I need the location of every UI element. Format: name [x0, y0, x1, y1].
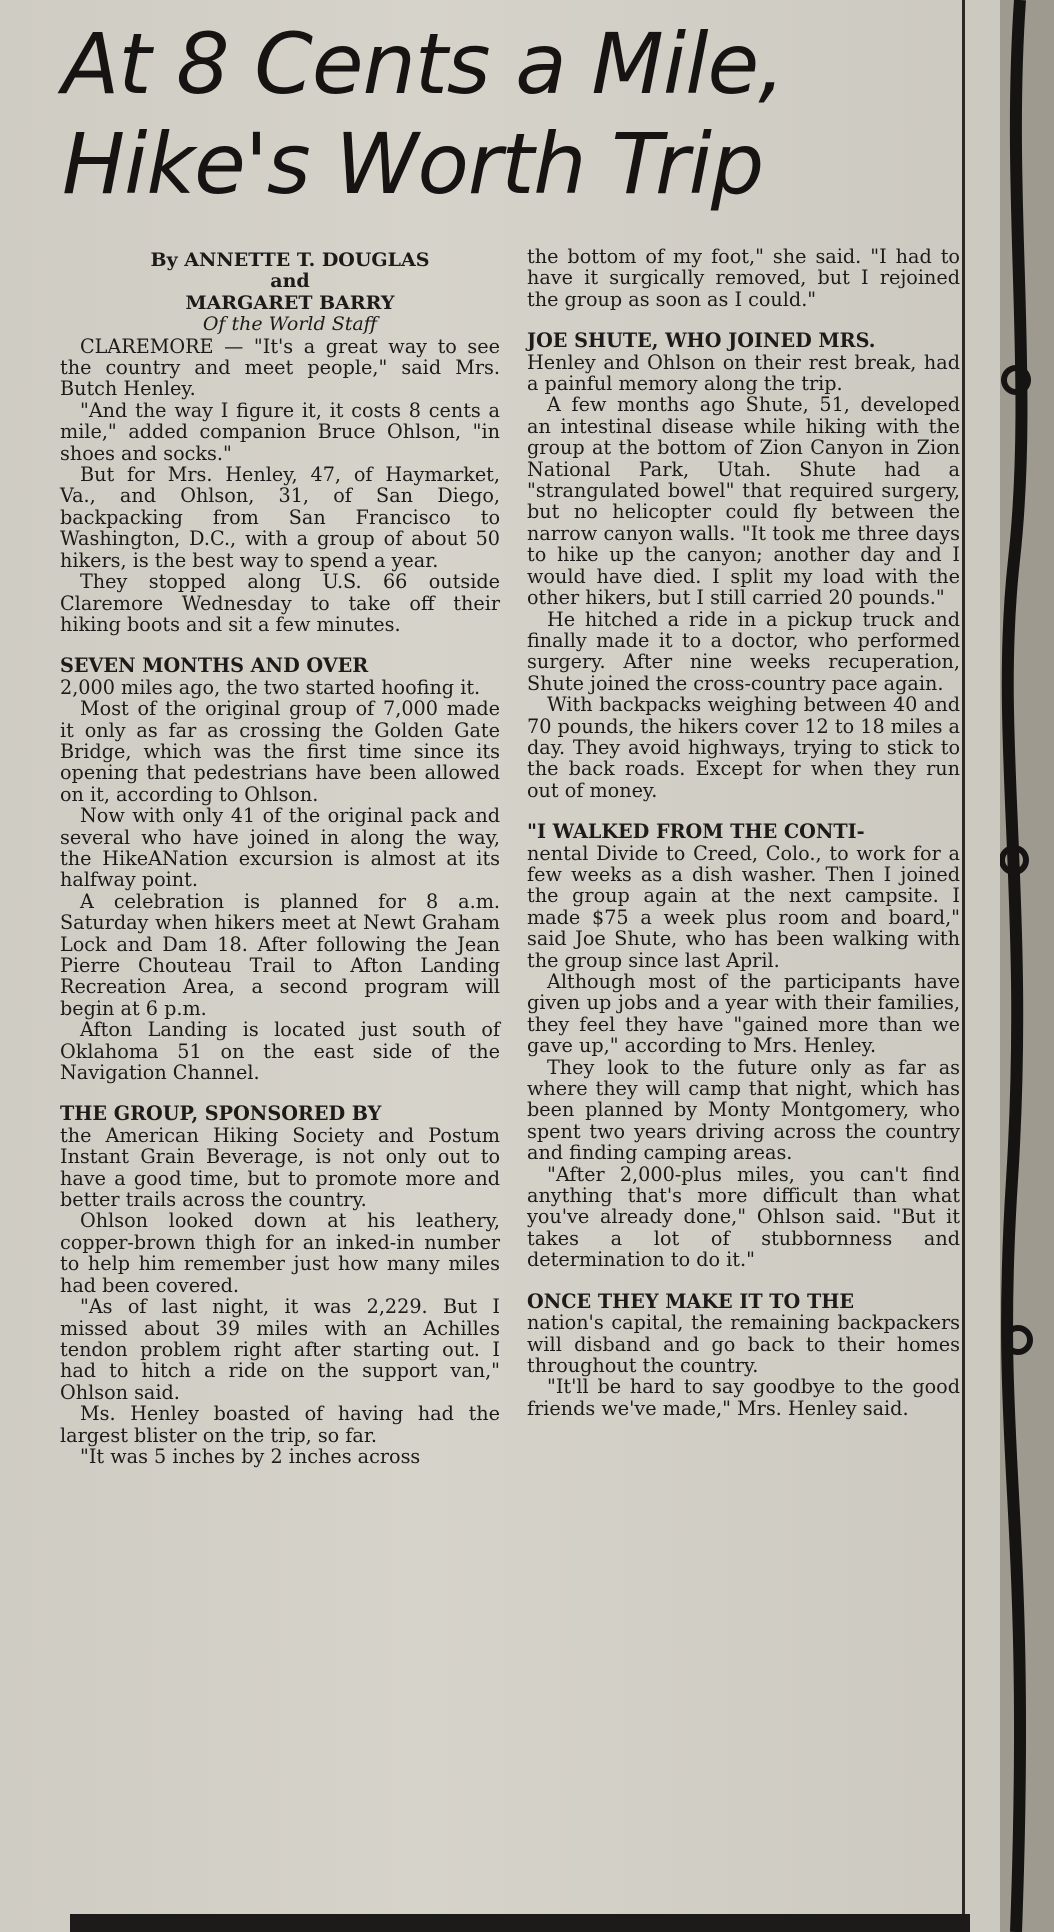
subhead: ONCE THEY MAKE IT TO THE: [527, 1289, 854, 1313]
subhead: "I WALKED FROM THE CONTI-: [527, 820, 865, 844]
column-rule: [962, 0, 965, 1932]
subhead: JOE SHUTE, WHO JOINED MRS.: [527, 329, 876, 353]
headline-line-1: At 8 Cents a Mile,: [62, 15, 784, 113]
paragraph: the American Hiking Society and Postum Instant Grain Beverage, is not only out to have a good time, but to promote more and better trails across the country.: [60, 1123, 500, 1212]
paragraph: They look to the future only as far as where they will camp that night, which has been planned by Monty Montgomery, who spent two years driving across the country and finding camping areas.: [527, 1055, 960, 1165]
paragraph: "As of last night, it was 2,229. But I missed about 39 miles with an Achilles tendon problem right after starting out. I had to hitch a ride on the support van," Ohlson said.: [60, 1295, 500, 1404]
article-column-2: [527, 246, 960, 1419]
paragraph: 2,000 miles ago, the two started hoofing it.: [60, 675, 481, 699]
paragraph: the bottom of my foot," she said. "I had to have it surgically removed, but I rejoined the group as soon as I could.": [527, 245, 960, 311]
paragraph: nental Divide to Creed, Colo., to work for a few weeks as a dish washer. Then I joined the group again at the next campsite. I made $75 a week plus room and board," said Joe Shute, who has been walking with the group since last April.: [527, 841, 960, 972]
article-column-1: [60, 250, 500, 1467]
bottom-rule: [70, 1914, 970, 1932]
paragraph: "And the way I figure it, it costs 8 cents a mile," added companion Bruce Ohlson, "in shoes and socks.": [60, 398, 500, 465]
paragraph: nation's capital, the remaining backpackers will disband and go back to their homes throughout the country.: [527, 1311, 960, 1377]
paragraph: They stopped along U.S. 66 outside Claremore Wednesday to take off their hiking boots and sit a few minutes.: [60, 570, 500, 636]
paragraph: Afton Landing is located just south of Oklahoma 51 on the east side of the Navigation Channel.: [60, 1018, 500, 1085]
paragraph: "It was 5 inches by 2 inches across: [80, 1444, 421, 1468]
byline-staff: Of the World Staff: [202, 313, 378, 336]
decorative-border-strip: [1000, 0, 1054, 1932]
paragraph: With backpacks weighing between 40 and 70 pounds, the hikers cover 12 to 18 miles a day. They avoid highways, trying to stick to the back roads. Except for when they run out of money.: [527, 693, 960, 802]
paragraph: CLAREMORE — "It's a great way to see the country and meet people," said Mrs. Butch Henley.: [60, 334, 500, 401]
paragraph: A few months ago Shute, 51, developed an intestinal disease while hiking with the group at the bottom of Zion Canyon in Zion National Park, Utah. Shute had a "strangulated bowel" that required surgery, but no helicopter could fly between the narrow canyon walls. "It took me three days to hike up the canyon; another day and I would have died. I split my load with the other hikers, but I still carried 20 pounds.": [527, 393, 960, 610]
paragraph: Most of the original group of 7,000 made it only as far as crossing the Golden Gate Bridge, which was the first time since its opening that pedestrians have been allowed on it, according to Ohlson.: [60, 697, 500, 806]
headline-line-2: Hike's Worth Trip: [62, 115, 764, 213]
paragraph: Ohlson looked down at his leathery, copper-brown thigh for an inked-in number to help him remember just how many miles had been covered.: [60, 1209, 500, 1297]
paragraph: But for Mrs. Henley, 47, of Haymarket, Va., and Ohlson, 31, of San Diego, backpacking from San Francisco to Washington, D.C., with a group of about 50 hikers, is the best way to spend a year.: [60, 463, 500, 572]
byline-and: and: [270, 270, 310, 293]
paragraph: "It'll be hard to say goodbye to the good friends we've made," Mrs. Henley said.: [527, 1375, 960, 1420]
paragraph: Although most of the participants have given up jobs and a year with their families, they feel they have "gained more than we gave up," according to Mrs. Henley.: [527, 970, 960, 1058]
headline: [62, 14, 962, 214]
paragraph: He hitched a ride in a pickup truck and finally made it to a doctor, who performed surgery. After nine weeks recuperation, Shute joined the cross-country pace again.: [527, 607, 960, 695]
subhead: SEVEN MONTHS AND OVER: [60, 654, 369, 678]
byline-author-1: By ANNETTE T. DOUGLAS: [150, 249, 430, 271]
paragraph: Ms. Henley boasted of having had the largest blister on the trip, so far.: [60, 1402, 500, 1447]
byline-author-2: MARGARET BARRY: [185, 291, 395, 314]
subhead: THE GROUP, SPONSORED BY: [60, 1102, 382, 1126]
paragraph: Now with only 41 of the original pack and several who have joined in along the way, the HikeANation excursion is almost at its halfway point.: [60, 804, 500, 892]
paragraph: A celebration is planned for 8 a.m. Saturday when hikers meet at Newt Graham Lock and Dam 18. After following the Jean Pierre Chouteau Trail to Afton Landing Recreation Area, a second program will begin at 6 p.m.: [60, 889, 500, 1020]
paragraph: Henley and Ohlson on their rest break, had a painful memory along the trip.: [527, 350, 960, 396]
paragraph: "After 2,000-plus miles, you can't find anything that's more difficult than what you've already done," Ohlson said. "But it takes a lot of stubbornness and determination to do it.": [527, 1162, 960, 1272]
